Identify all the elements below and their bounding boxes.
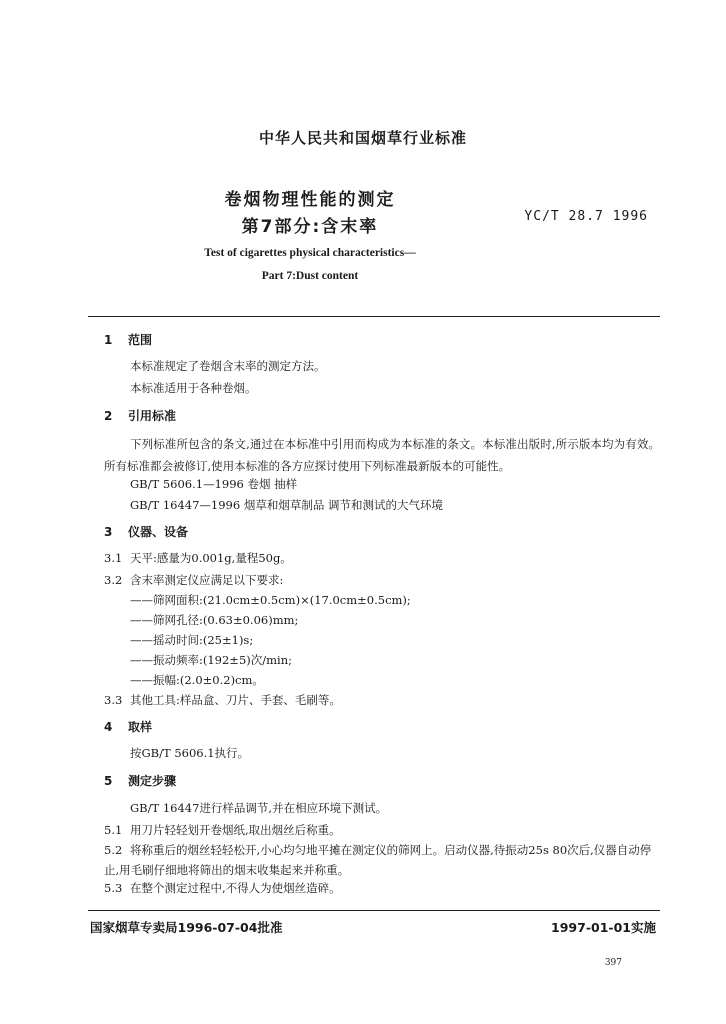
- requirement-item: ——筛网面积:(21.0cm±0.5cm)×(17.0cm±0.5cm);: [130, 593, 411, 607]
- reference-item: GB/T 5606.1—1996 卷烟 抽样: [130, 477, 298, 491]
- page-number: 397: [604, 958, 622, 968]
- footer-divider: [88, 910, 660, 911]
- clause-text: 含末率测定仪应满足以下要求:: [130, 573, 284, 587]
- clause-number: 5.3: [104, 881, 123, 895]
- requirement-item: ——振幅:(2.0±0.2)cm。: [130, 673, 264, 687]
- clause-text: 其他工具:样品盒、刀片、手套、毛刷等。: [130, 693, 341, 707]
- clause-3-2: [104, 572, 283, 588]
- document-subtitle: 第7部分:含末率: [241, 217, 379, 237]
- section-4-heading: [104, 718, 152, 735]
- section-number: 4: [104, 720, 113, 734]
- approval-date: 国家烟草专卖局1996-07-04批准: [90, 920, 283, 935]
- clause-3-3: [104, 692, 341, 708]
- section-1-heading: [104, 331, 152, 348]
- clause-number: 5.1: [104, 823, 123, 837]
- requirement-item: ——振动频率:(192±5)次/min;: [130, 653, 292, 667]
- effective-date: 1997-01-01实施: [551, 920, 656, 935]
- standard-code: YC/T 28.7 1996: [524, 209, 648, 224]
- document-title: 卷烟物理性能的测定: [224, 190, 396, 210]
- clause-text: 用刀片轻轻划开卷烟纸,取出烟丝后称重。: [130, 823, 341, 837]
- issuing-body-title: 中华人民共和国烟草行业标准: [258, 129, 467, 147]
- section-number: 3: [104, 525, 113, 539]
- clause-5-2: [104, 840, 660, 880]
- section-4-line: 按GB/T 5606.1执行。: [130, 746, 250, 760]
- clause-5-1: [104, 822, 341, 838]
- section-title: 仪器、设备: [128, 525, 189, 539]
- clause-3-1: [104, 550, 292, 566]
- english-title: Test of cigarettes physical characteristics—: [204, 247, 416, 259]
- section-1-line: 本标准适用于各种卷烟。: [130, 381, 257, 395]
- requirement-item: ——筛网孔径:(0.63±0.06)mm;: [130, 613, 299, 627]
- section-title: 引用标准: [128, 409, 177, 423]
- clause-text: 天平:感量为0.001g,量程50g。: [130, 551, 292, 565]
- reference-item: GB/T 16447—1996 烟草和烟草制品 调节和测试的大气环境: [130, 498, 443, 512]
- section-3-heading: [104, 523, 188, 540]
- section-title: 测定步骤: [128, 774, 177, 788]
- clause-number: 3.3: [104, 693, 123, 707]
- clause-text: 将称重后的烟丝轻轻松开,小心均匀地平摊在测定仪的筛网上。启动仪器,待振动25s 80次后,仪器自动停止,用毛刷仔细地将筛出的烟末收集起来并称重。: [104, 843, 652, 877]
- section-2-paragraph: 下列标准所包含的条文,通过在本标准中引用而构成为本标准的条文。本标准出版时,所示版本均为有效。所有标准都会被修订,使用本标准的各方应探讨使用下列标准最新版本的可能性。: [104, 437, 660, 473]
- section-5-heading: [104, 772, 176, 789]
- english-subtitle: Part 7:Dust content: [261, 270, 359, 282]
- section-number: 5: [104, 774, 113, 788]
- clause-5-3: [104, 880, 341, 896]
- clause-text: 在整个测定过程中,不得人为使烟丝造碎。: [130, 881, 341, 895]
- clause-number: 3.2: [104, 573, 123, 587]
- section-title: 范围: [128, 333, 153, 347]
- section-number: 2: [104, 409, 113, 423]
- requirement-item: ——摇动时间:(25±1)s;: [130, 633, 254, 647]
- section-number: 1: [104, 333, 113, 347]
- clause-number: 5.2: [104, 843, 123, 857]
- section-1-line: 本标准规定了卷烟含末率的测定方法。: [130, 359, 326, 373]
- section-2-heading: [104, 407, 176, 424]
- section-5-intro: GB/T 16447进行样品调节,并在相应环境下测试。: [130, 801, 388, 815]
- header-divider: [88, 316, 660, 317]
- section-title: 取样: [128, 720, 153, 734]
- clause-number: 3.1: [104, 551, 123, 565]
